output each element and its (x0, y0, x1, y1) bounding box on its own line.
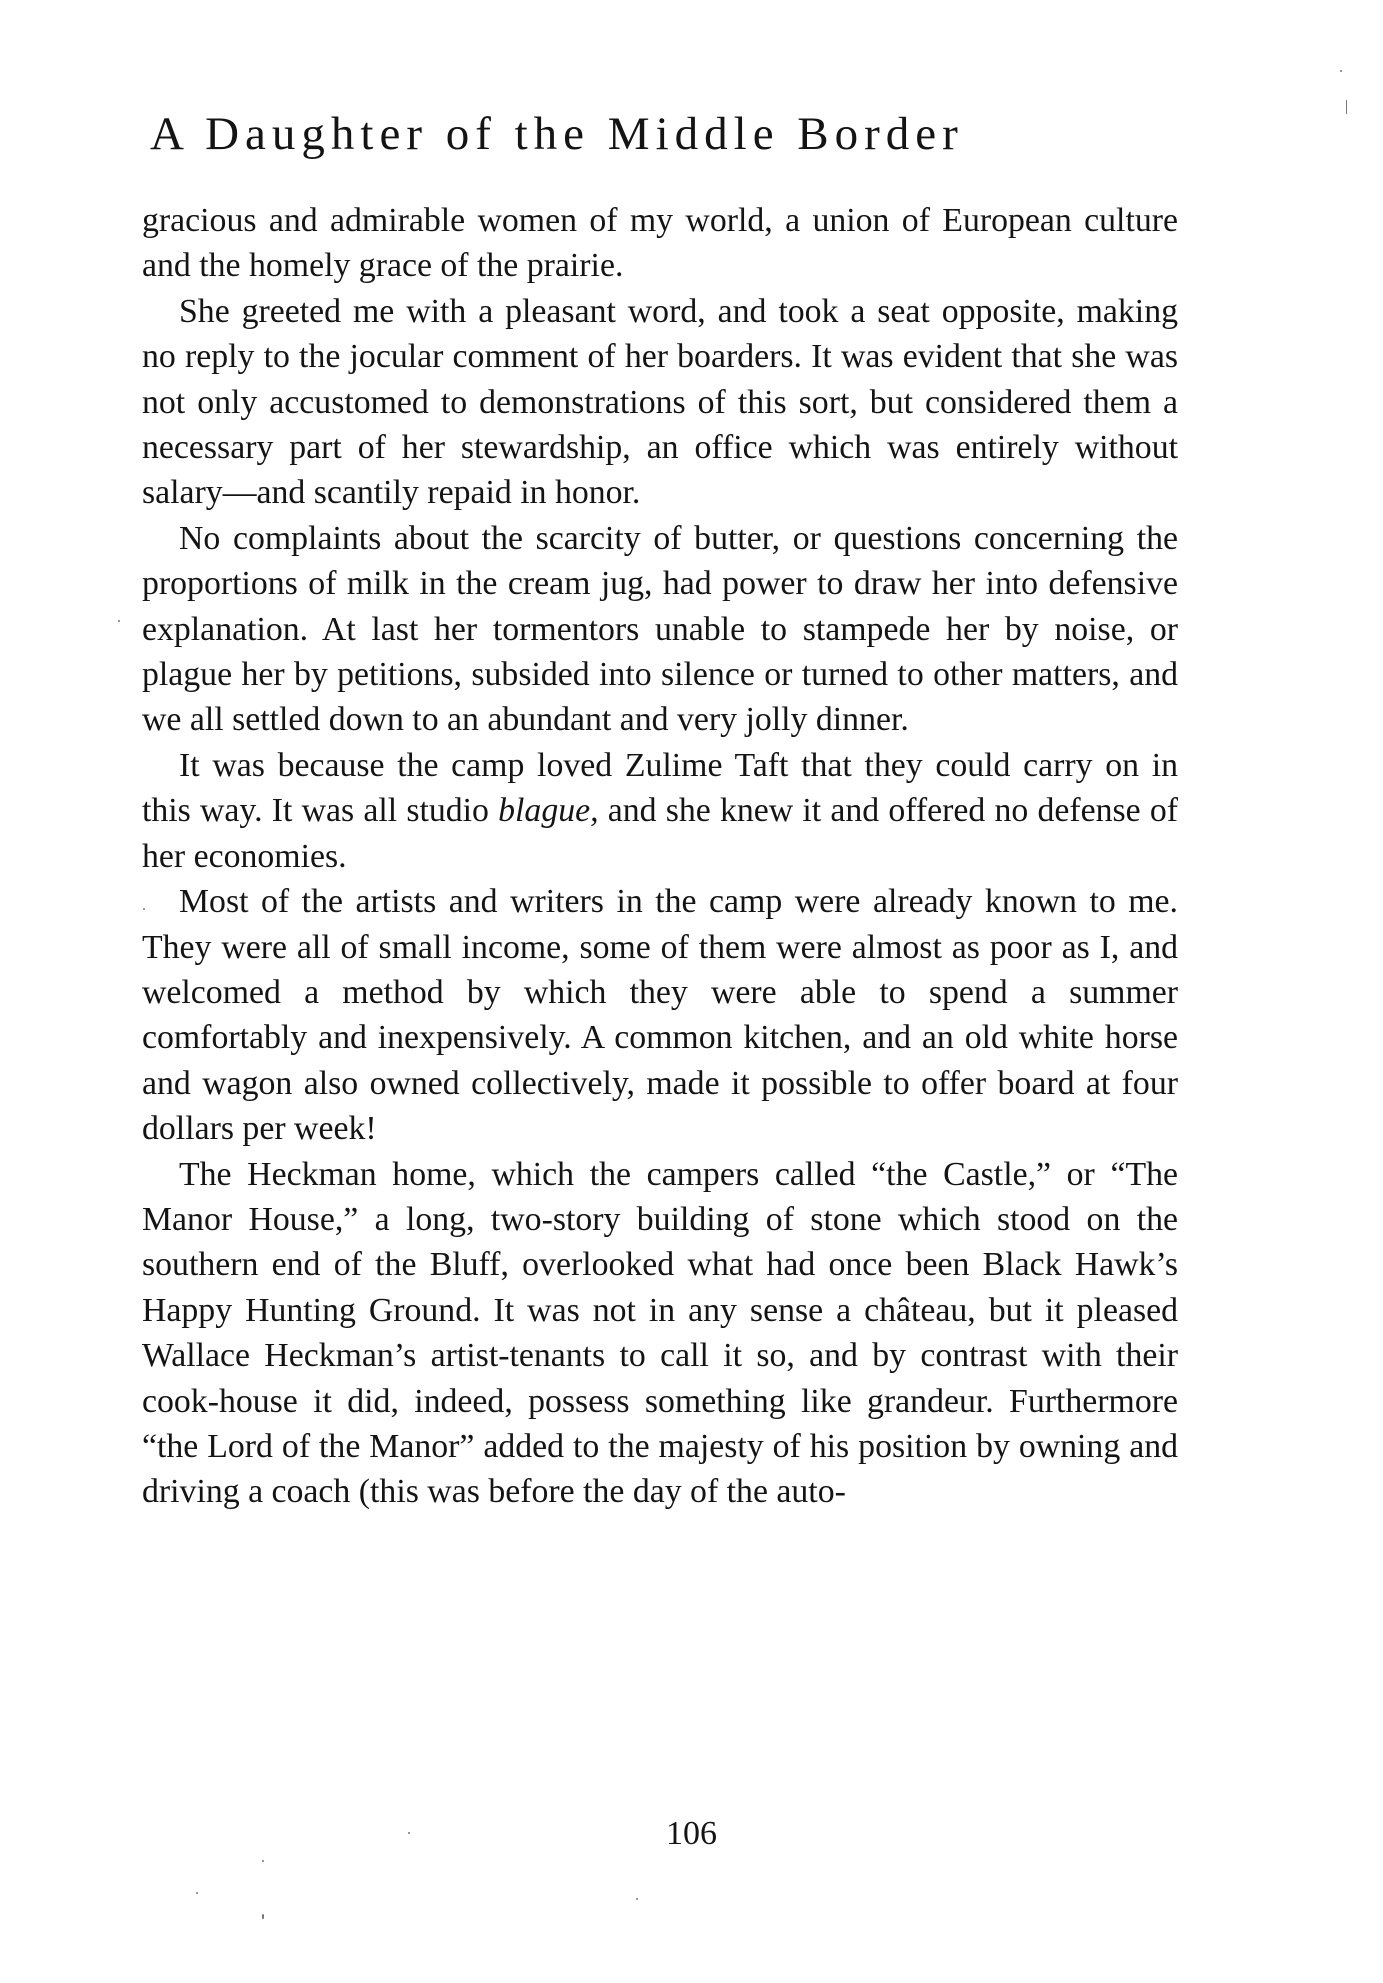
zulime-text-after: and she knew it and offered no defense of her economies. (142, 792, 1179, 875)
running-head: A Daughter of the Middle Border (150, 108, 964, 160)
paragraph-heckman-home: The Heckman home, which the campers called “the Castle,” or “The Manor House,” a long, two-story building of stone which stood on the southern end of the Bluff, overlooked what had once been Black Hawk’s Happy Hunting Ground. It was not in any sense a château, but it pleased Wallace Heckman’s artist-tenants to call it so, and by contrast with their cook-house it did, indeed, possess something like grandeur. Furthermore “the Lord of the Manor” added to the majesty of his position by owning and driving a coach (this was before the day of the auto- (142, 1155, 1178, 1511)
paragraph-continuation: gracious and admirable women of my world, a union of European culture and the homely grace of the prairie. (142, 202, 1178, 285)
paragraph-artists: Most of the artists and writers in the camp were already known to me. They were all of small income, some of them were almost as poor as I, and welcomed a method by which they were able to spend a summer comfortably and inexpensively. A common kitchen, and an old white horse and wagon also owned collectively, made it possible to offer board at four dollars per week! (142, 883, 1178, 1148)
paragraph-zulime (142, 743, 1178, 879)
paragraph-greeting: She greeted me with a pleasant word, and took a seat opposite, making no reply to the jocular comment of her boarders. It was evident that she was not only accustomed to demonstrations of this sort, but considered them a necessary part of her stewardship, an office which was entirely without salary—and scantily repaid in honor. (142, 292, 1178, 512)
zulime-text-before: It was because the camp loved Zulime Taft that they could carry on in this way. It was all studio (142, 746, 1178, 830)
body-text (142, 198, 1178, 1515)
paragraph-complaints: No complaints about the scarcity of butter, or questions concerning the proportions of milk in the cream jug, had power to draw her into defensive explanation. At last her tormentors unable to stampede her by noise, or plague her by petitions, subsided into silence or turned to other matters, and we all settled down to an abundant and very jolly dinner. (142, 519, 1178, 739)
page-number: 106 (666, 1815, 717, 1852)
zulime-italic-word: blague, (498, 792, 599, 830)
